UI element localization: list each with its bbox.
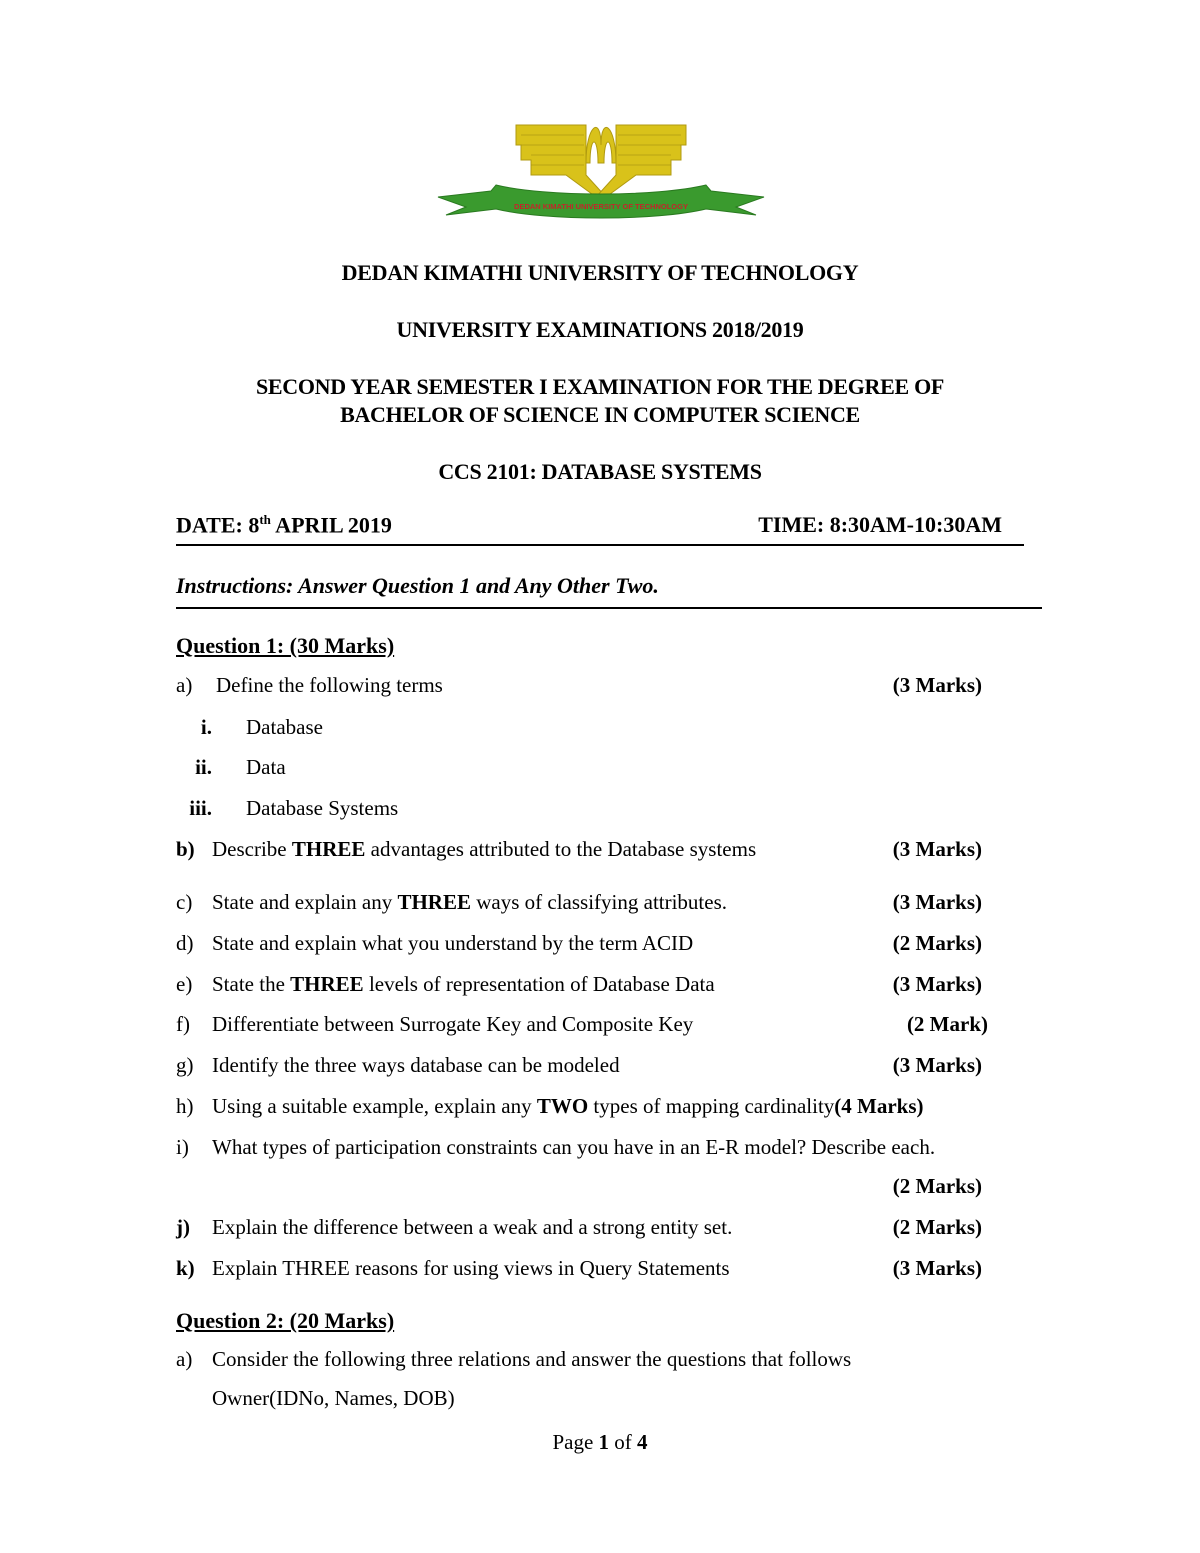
q1-a-item-text: Database <box>246 715 323 739</box>
q1-f-text: Differentiate between Surrogate Key and Composite Key <box>212 1012 694 1036</box>
q1-j-text: Explain the difference between a weak and a strong entity set. <box>212 1215 733 1239</box>
exam-date <box>176 512 392 538</box>
q1-e-label: e) <box>176 972 193 996</box>
q1-a-item-num: iii. <box>189 796 212 820</box>
q1-a-label: a) <box>176 673 193 697</box>
university-logo <box>436 115 766 230</box>
q1-d-label: d) <box>176 931 194 955</box>
q1-i-marks: (2 Marks) <box>892 1174 982 1198</box>
degree-line-2: BACHELOR OF SCIENCE IN COMPUTER SCIENCE <box>340 402 860 427</box>
q1-h-emphasis: TWO <box>536 1094 589 1118</box>
q1-k-label: k) <box>176 1256 195 1280</box>
q1-b-post: advantages attributed to the Database systems <box>365 837 757 861</box>
q1-g-text: Identify the three ways database can be modeled <box>212 1053 620 1077</box>
q1-j-label: j) <box>176 1215 190 1239</box>
q1-h-pre: Using a suitable example, explain any <box>212 1094 537 1118</box>
ribbon-text: DEDAN KIMATHI UNIVERSITY OF TECHNOLOGY <box>514 202 688 211</box>
question-1-title: Question 1: (30 Marks) <box>176 633 395 658</box>
date-ordinal: th <box>259 512 271 527</box>
q1-c-pre: State and explain any <box>212 890 398 914</box>
current-page: 1 <box>598 1430 610 1454</box>
instructions: Instructions: Answer Question 1 and Any Other Two. <box>176 573 1042 609</box>
q1-c-text <box>212 890 727 915</box>
date-suffix: APRIL 2019 <box>270 512 392 538</box>
exam-session: UNIVERSITY EXAMINATIONS 2018/2019 <box>396 317 804 342</box>
q1-a-item-text: Database Systems <box>246 796 399 820</box>
q2-a-text: Consider the following three relations and answer the questions that follows <box>212 1347 852 1371</box>
q1-h-text <box>212 1094 924 1119</box>
q1-b-pre: Describe <box>212 837 292 861</box>
degree-line-1: SECOND YEAR SEMESTER I EXAMINATION FOR THE DEGREE OF <box>255 374 945 399</box>
crest-icon <box>516 125 686 197</box>
q1-e-post: levels of representation of Database Data <box>363 972 715 996</box>
of-word: of <box>609 1430 638 1454</box>
q1-a-item-num: i. <box>200 715 212 739</box>
q1-b-text <box>212 837 756 862</box>
q1-g-label: g) <box>176 1053 194 1077</box>
q1-c-post: ways of classifying attributes. <box>470 890 728 914</box>
q1-b-label: b) <box>176 837 195 861</box>
question-2-title: Question 2: (20 Marks) <box>176 1308 395 1333</box>
total-pages: 4 <box>637 1430 648 1454</box>
q1-g-marks: (3 Marks) <box>892 1053 982 1077</box>
q1-a-text: Define the following terms <box>216 673 443 697</box>
q1-c-emphasis: THREE <box>397 890 471 914</box>
q1-e-emphasis: THREE <box>290 972 364 996</box>
q2-a-label: a) <box>176 1347 193 1371</box>
q1-e-text <box>212 972 715 997</box>
exam-time: TIME: 8:30AM-10:30AM <box>758 512 1002 537</box>
q1-h-post: types of mapping cardinality <box>588 1094 835 1118</box>
q1-a-marks: (3 Marks) <box>892 673 982 697</box>
q1-d-marks: (2 Marks) <box>892 931 982 955</box>
q1-i-text: What types of participation constraints can you have in an E-R model? Describe each. <box>212 1135 936 1159</box>
q1-k-text: Explain THREE reasons for using views in Query Statements <box>212 1256 730 1280</box>
course-title: CCS 2101: DATABASE SYSTEMS <box>438 459 762 484</box>
q1-a-item-num: ii. <box>195 755 212 779</box>
q1-c-label: c) <box>176 890 193 914</box>
q2-a-relation: Owner(IDNo, Names, DOB) <box>212 1386 455 1410</box>
q1-c-marks: (3 Marks) <box>892 890 982 914</box>
q1-d-text: State and explain what you understand by the term ACID <box>212 931 694 955</box>
q1-b-emphasis: THREE <box>291 837 366 861</box>
q1-h-marks: (4 Marks) <box>834 1094 924 1118</box>
q1-a-item-text: Data <box>246 755 286 779</box>
date-time-line <box>176 512 1024 546</box>
q1-j-marks: (2 Marks) <box>892 1215 982 1239</box>
q1-f-label: f) <box>176 1012 190 1036</box>
page-number <box>0 1430 1200 1455</box>
date-prefix: DATE: 8 <box>176 512 260 538</box>
q1-f-marks: (2 Mark) <box>906 1012 988 1036</box>
q1-h-label: h) <box>176 1094 194 1118</box>
q1-e-marks: (3 Marks) <box>892 972 982 996</box>
q1-e-pre: State the <box>212 972 291 996</box>
q1-i-label: i) <box>176 1135 189 1159</box>
q1-b-marks: (3 Marks) <box>892 837 982 861</box>
q1-k-marks: (3 Marks) <box>892 1256 982 1280</box>
university-title: DEDAN KIMATHI UNIVERSITY OF TECHNOLOGY <box>341 260 859 285</box>
page-word: Page <box>552 1430 599 1454</box>
